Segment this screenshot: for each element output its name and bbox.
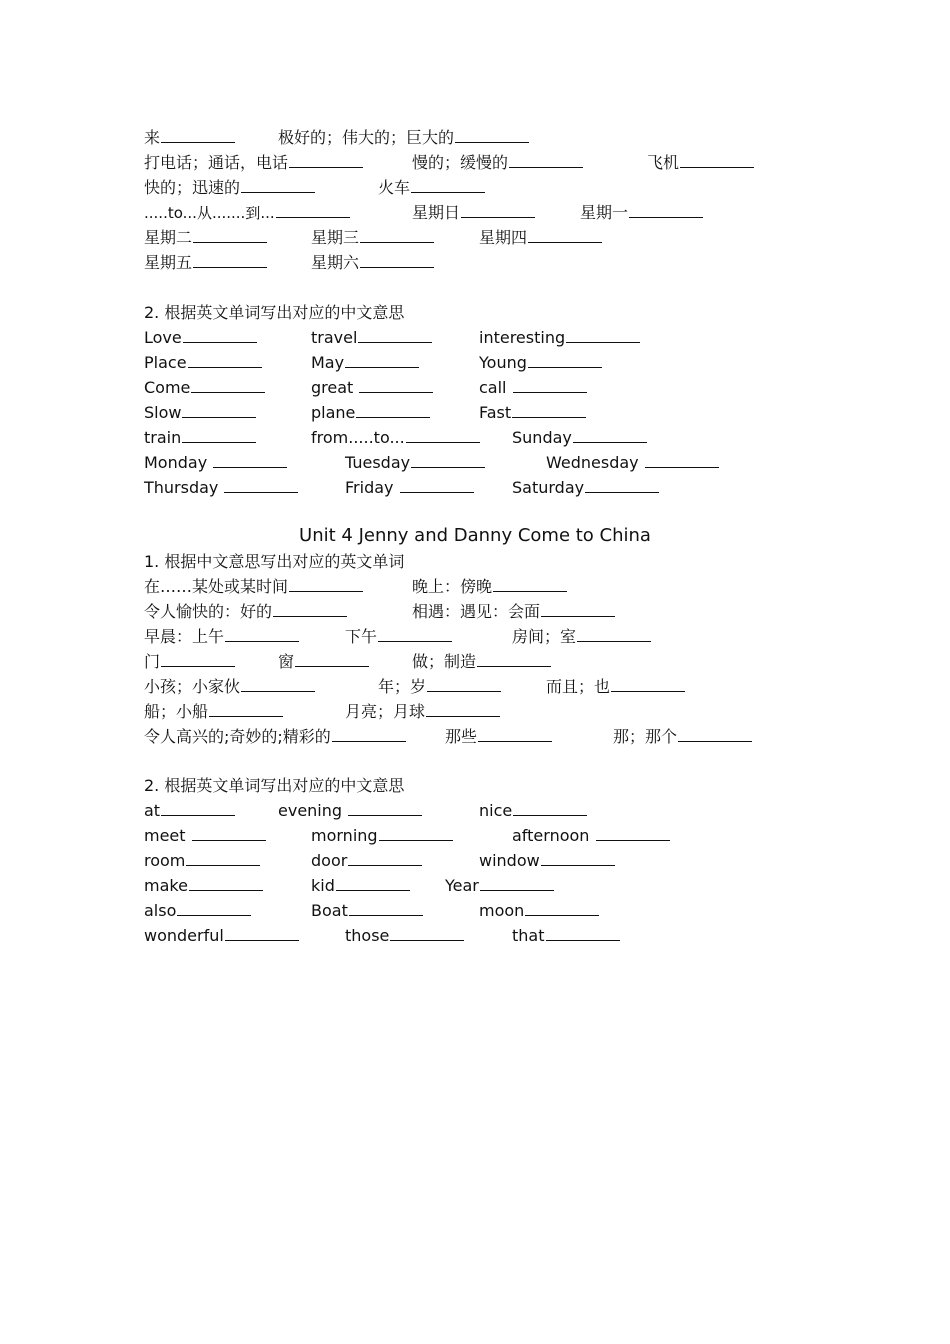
vocab-item: Year — [445, 873, 554, 898]
answer-blank[interactable] — [336, 873, 410, 891]
section-heading: 1. 根据中文意思写出对应的英文单词 — [144, 552, 405, 571]
vocab-item: Monday — [144, 450, 287, 475]
vocab-item: interesting — [479, 325, 640, 350]
answer-blank[interactable] — [189, 873, 263, 891]
answer-blank[interactable] — [411, 450, 485, 468]
answer-blank[interactable] — [477, 649, 551, 667]
vocab-item: plane — [311, 400, 430, 425]
vocab-item: morning — [311, 823, 453, 848]
answer-blank[interactable] — [585, 475, 659, 493]
vocab-item: window — [479, 848, 615, 873]
answer-blank[interactable] — [359, 375, 433, 393]
answer-blank[interactable] — [541, 599, 615, 617]
vocab-item: 下午 — [345, 624, 452, 649]
vocab-item: wonderful — [144, 923, 299, 948]
answer-blank[interactable] — [512, 400, 586, 418]
vocab-item: Come — [144, 375, 265, 400]
vocab-item: 来 — [144, 125, 235, 150]
vocab-item: 打电话；通话，电话 — [144, 150, 363, 175]
vocab-item: 令人高兴的;奇妙的;精彩的 — [144, 724, 406, 749]
answer-blank[interactable] — [276, 200, 350, 218]
answer-blank[interactable] — [348, 798, 422, 816]
vocab-item: that — [512, 923, 620, 948]
vocab-item: 星期五 — [144, 250, 267, 275]
vocab-item: 令人愉快的：好的 — [144, 599, 347, 624]
vocab-item: 做；制造 — [412, 649, 551, 674]
vocab-item: make — [144, 873, 263, 898]
vocab-item: Fast — [479, 400, 586, 425]
vocab-item: Young — [479, 350, 602, 375]
answer-blank[interactable] — [478, 724, 552, 742]
vocab-item: meet — [144, 823, 266, 848]
vocab-item: 星期二 — [144, 225, 267, 250]
vocab-item: 快的；迅速的 — [144, 175, 315, 200]
answer-blank[interactable] — [332, 724, 406, 742]
vocab-item: 星期四 — [479, 225, 602, 250]
answer-blank[interactable] — [566, 325, 640, 343]
answer-blank[interactable] — [182, 425, 256, 443]
vocab-item: travel — [311, 325, 432, 350]
vocab-item: Slow — [144, 400, 256, 425]
vocab-item: Place — [144, 350, 262, 375]
vocab-item: evening — [278, 798, 422, 823]
answer-blank[interactable] — [213, 450, 287, 468]
vocab-item: great — [311, 375, 433, 400]
vocab-item: 而且；也 — [546, 674, 685, 699]
answer-blank[interactable] — [678, 724, 752, 742]
vocab-item: Saturday — [512, 475, 659, 500]
answer-blank[interactable] — [528, 350, 602, 368]
vocab-item: at — [144, 798, 235, 823]
answer-blank[interactable] — [224, 475, 298, 493]
answer-blank[interactable] — [273, 599, 347, 617]
vocab-item: nice — [479, 798, 587, 823]
answer-blank[interactable] — [360, 225, 434, 243]
answer-blank[interactable] — [183, 325, 257, 343]
answer-blank[interactable] — [378, 624, 452, 642]
vocab-item: 窗 — [278, 649, 369, 674]
answer-blank[interactable] — [611, 674, 685, 692]
vocab-item: Wednesday — [546, 450, 719, 475]
vocab-item: also — [144, 898, 251, 923]
answer-blank[interactable] — [406, 425, 480, 443]
answer-blank[interactable] — [209, 699, 283, 717]
vocab-item: Tuesday — [345, 450, 485, 475]
answer-blank[interactable] — [509, 150, 583, 168]
answer-blank[interactable] — [528, 225, 602, 243]
section-heading: 2. 根据英文单词写出对应的中文意思 — [144, 303, 405, 322]
answer-blank[interactable] — [577, 624, 651, 642]
answer-blank[interactable] — [177, 898, 251, 916]
answer-blank[interactable] — [289, 574, 363, 592]
vocab-item: 飞机 — [647, 150, 754, 175]
answer-blank[interactable] — [525, 898, 599, 916]
answer-blank[interactable] — [241, 175, 315, 193]
answer-blank[interactable] — [161, 649, 235, 667]
answer-blank[interactable] — [513, 375, 587, 393]
vocab-item: Friday — [345, 475, 474, 500]
answer-blank[interactable] — [161, 798, 235, 816]
answer-blank[interactable] — [161, 125, 235, 143]
vocab-item: train — [144, 425, 256, 450]
section-heading: 2. 根据英文单词写出对应的中文意思 — [144, 776, 405, 795]
answer-blank[interactable] — [645, 450, 719, 468]
vocab-item: 房间；室 — [512, 624, 651, 649]
vocab-item: 那；那个 — [613, 724, 752, 749]
answer-blank[interactable] — [193, 250, 267, 268]
answer-blank[interactable] — [348, 848, 422, 866]
answer-blank[interactable] — [188, 350, 262, 368]
answer-blank[interactable] — [360, 250, 434, 268]
answer-blank[interactable] — [461, 200, 535, 218]
vocab-item: room — [144, 848, 260, 873]
unit-title: Unit 4 Jenny and Danny Come to China — [299, 525, 651, 546]
answer-blank[interactable] — [349, 898, 423, 916]
answer-blank[interactable] — [289, 150, 363, 168]
vocab-item: 在……某处或某时间 — [144, 574, 363, 599]
vocab-item: Boat — [311, 898, 423, 923]
vocab-item: May — [311, 350, 419, 375]
answer-blank[interactable] — [225, 624, 299, 642]
answer-blank[interactable] — [241, 674, 315, 692]
vocab-item: 那些 — [445, 724, 552, 749]
answer-blank[interactable] — [455, 125, 529, 143]
vocab-item: Thursday — [144, 475, 298, 500]
answer-blank[interactable] — [192, 823, 266, 841]
vocab-item: call — [479, 375, 587, 400]
vocab-item: 小孩；小家伙 — [144, 674, 315, 699]
vocab-item: 火车 — [378, 175, 485, 200]
answer-blank[interactable] — [411, 175, 485, 193]
answer-blank[interactable] — [379, 823, 453, 841]
vocab-item: 月亮；月球 — [345, 699, 500, 724]
vocab-item: 慢的；缓慢的 — [412, 150, 583, 175]
vocab-item: kid — [311, 873, 410, 898]
vocab-item: 星期一 — [580, 200, 703, 225]
vocab-item: moon — [479, 898, 599, 923]
vocab-item: .....to...从.......到... — [144, 200, 350, 226]
answer-blank[interactable] — [186, 848, 260, 866]
vocab-item: 晚上：傍晚 — [412, 574, 567, 599]
answer-blank[interactable] — [193, 225, 267, 243]
vocab-item: 星期三 — [311, 225, 434, 250]
vocab-item: 相遇：遇见：会面 — [412, 599, 615, 624]
vocab-item: those — [345, 923, 464, 948]
answer-blank[interactable] — [295, 649, 369, 667]
answer-blank[interactable] — [573, 425, 647, 443]
answer-blank[interactable] — [596, 823, 670, 841]
answer-blank[interactable] — [493, 574, 567, 592]
answer-blank[interactable] — [182, 400, 256, 418]
vocab-item: 极好的；伟大的；巨大的 — [278, 125, 529, 150]
answer-blank[interactable] — [680, 150, 754, 168]
answer-blank[interactable] — [541, 848, 615, 866]
answer-blank[interactable] — [546, 923, 620, 941]
answer-blank[interactable] — [426, 699, 500, 717]
answer-blank[interactable] — [345, 350, 419, 368]
vocab-item: 星期日 — [412, 200, 535, 225]
vocab-item: 星期六 — [311, 250, 434, 275]
vocab-item: 早晨：上午 — [144, 624, 299, 649]
answer-blank[interactable] — [427, 674, 501, 692]
vocab-item: Love — [144, 325, 257, 350]
vocab-item: from.....to... — [311, 425, 480, 450]
answer-blank[interactable] — [358, 325, 432, 343]
answer-blank[interactable] — [390, 923, 464, 941]
vocab-item: 门 — [144, 649, 235, 674]
answer-blank[interactable] — [356, 400, 430, 418]
vocab-item: 年；岁 — [378, 674, 501, 699]
answer-blank[interactable] — [191, 375, 265, 393]
vocab-item: door — [311, 848, 422, 873]
answer-blank[interactable] — [480, 873, 554, 891]
answer-blank[interactable] — [400, 475, 474, 493]
answer-blank[interactable] — [513, 798, 587, 816]
answer-blank[interactable] — [225, 923, 299, 941]
vocab-item: 船；小船 — [144, 699, 283, 724]
vocab-item: afternoon — [512, 823, 670, 848]
answer-blank[interactable] — [629, 200, 703, 218]
vocab-item: Sunday — [512, 425, 647, 450]
